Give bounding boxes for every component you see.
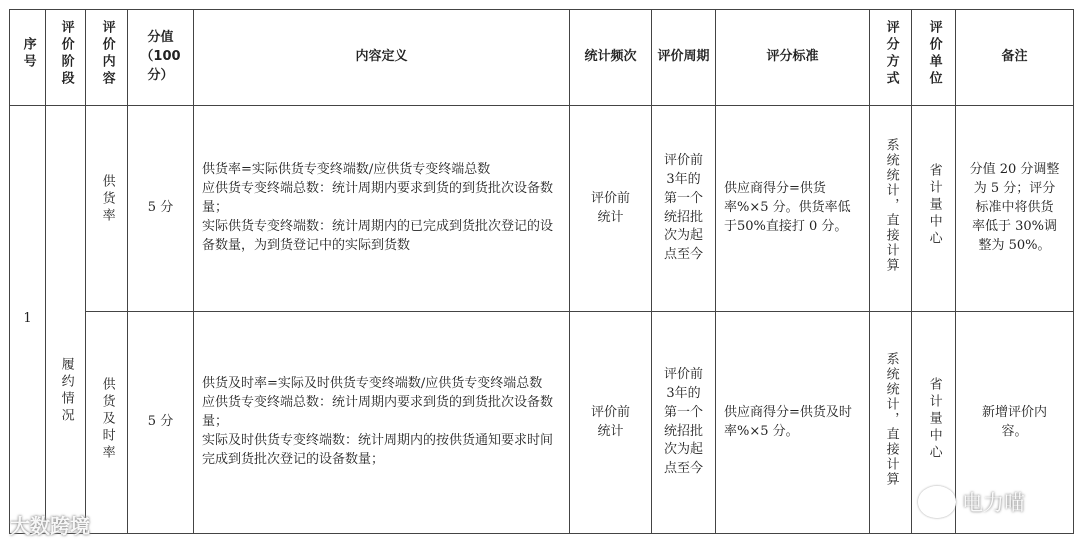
row-unit: 省计量中心	[912, 312, 956, 534]
row-period: 评价前 3年的 第一个 统招批 次为起 点至今	[652, 106, 716, 312]
table-row	[10, 106, 1074, 312]
table-row	[10, 312, 1074, 534]
row-frequency: 评价前 统计	[570, 106, 652, 312]
row-remark: 新增评价内 容。	[956, 312, 1074, 534]
watermark-left: 大数跨境	[10, 514, 90, 538]
row-remark: 分值 20 分调整 为 5 分；评分 标准中将供货 率低于 30%调 整为 50%。	[956, 106, 1074, 312]
header-content: 评价内容	[86, 10, 128, 106]
row-score: 5 分	[128, 106, 194, 312]
header-standard: 评分标准	[716, 10, 870, 106]
watermark-right-text: 电力喵	[962, 491, 1025, 515]
row-standard: 供应商得分=供货及时率%×5 分。	[716, 312, 870, 534]
header-definition: 内容定义	[194, 10, 570, 106]
header-stage: 评价阶段	[46, 10, 86, 106]
header-method: 评分方式	[870, 10, 912, 106]
row-content: 供货率	[86, 106, 128, 312]
row-content: 供货及时率	[86, 312, 128, 534]
wechat-icon	[918, 486, 956, 518]
row-definition: 供货率=实际供货专变终端数/应供货专变终端总数 应供货专变终端总数：统计周期内要求到货的到货批次设备数量； 实际供货专变终端数：统计周期内的已完成到货批次登记的设备数量，为到货登记中的实际到货数	[194, 106, 570, 312]
header-row	[10, 10, 1074, 106]
watermark-right	[918, 486, 1025, 518]
header-frequency: 统计频次	[570, 10, 652, 106]
row-period: 评价前 3年的 第一个 统招批 次为起 点至今	[652, 312, 716, 534]
header-unit: 评价单位	[912, 10, 956, 106]
header-seq: 序号	[10, 10, 46, 106]
evaluation-table	[9, 9, 1074, 534]
header-period: 评价周期	[652, 10, 716, 106]
row-method: 系统统计，直接计算	[870, 312, 912, 534]
header-remark: 备注	[956, 10, 1074, 106]
row-score: 5 分	[128, 312, 194, 534]
row-method: 系统统计，直接计算	[870, 106, 912, 312]
row-definition: 供货及时率=实际及时供货专变终端数/应供货专变终端总数 应供货专变终端总数：统计周期内要求到货的到货批次设备数量； 实际及时供货专变终端数：统计周期内的按供货通知要求时间完成到货批次登记的设备数量；	[194, 312, 570, 534]
row-standard: 供应商得分=供货率%×5 分。供货率低于50%直接打 0 分。	[716, 106, 870, 312]
header-score: 分值（100分）	[128, 10, 194, 106]
row-seq: 1	[10, 106, 46, 534]
row-frequency: 评价前 统计	[570, 312, 652, 534]
row-stage: 履约情况	[46, 106, 86, 534]
row-unit: 省计量中心	[912, 106, 956, 312]
